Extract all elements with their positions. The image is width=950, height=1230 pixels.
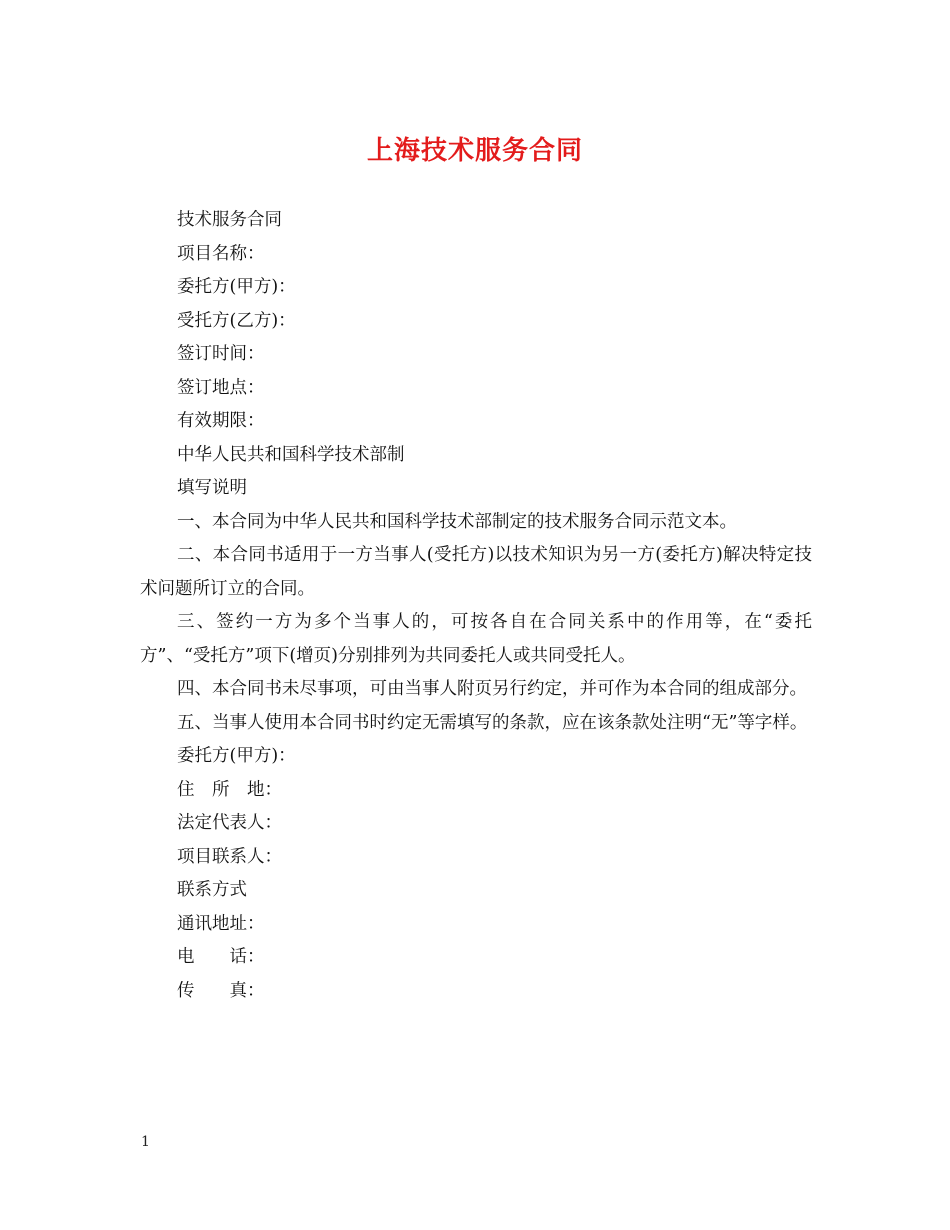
field-legal-rep: 法定代表人： — [177, 813, 282, 833]
heading-line: 技术服务合同 — [177, 210, 282, 230]
field-mailing-address: 通讯地址： — [177, 913, 265, 934]
instruction-1: 一、本合同为中华人民共和国科学技术部制定的技术服务合同示范文本。 — [177, 511, 737, 532]
field-fax: 传 真： — [177, 980, 265, 1001]
field-project-contact: 项目联系人： — [177, 846, 282, 867]
field-contractor: 受托方(乙方)： — [177, 310, 296, 331]
instruction-3: 三、签约一方为多个当事人的，可按各自在合同关系中的作用等，在“委托方”、“受托方”项下(增页)分别排列为共同委托人或共同受托人。 — [140, 612, 812, 666]
instruction-5: 五、当事人使用本合同书时约定无需填写的条款，应在该条款处注明“无”等字样。 — [177, 712, 808, 733]
field-phone: 电 话： — [177, 947, 265, 967]
field-sign-place: 签订地点： — [177, 377, 265, 398]
issuer-line: 中华人民共和国科学技术部制 — [177, 444, 405, 465]
instruction-2: 二、本合同书适用于一方当事人(受托方)以技术知识为另一方(委托方)解决特定技术问题所订立的合同。 — [140, 545, 812, 599]
field-address: 住 所 地： — [177, 779, 282, 800]
field-sign-time: 签订时间： — [177, 344, 265, 364]
instructions-heading: 填写说明 — [177, 478, 247, 498]
field-project-name: 项目名称： — [177, 243, 265, 264]
field-client: 委托方(甲方)： — [177, 277, 296, 297]
field-validity: 有效期限： — [177, 411, 265, 431]
field-contact-method: 联系方式 — [177, 880, 247, 900]
document-title: 上海技术服务合同 — [366, 136, 583, 166]
page-number: 1 — [141, 1134, 150, 1150]
instruction-4: 四、本合同书未尽事项，可由当事人附页另行约定，并可作为本合同的组成部分。 — [177, 679, 807, 699]
field-client-section: 委托方(甲方)： — [177, 746, 296, 766]
document-body — [140, 204, 812, 1008]
